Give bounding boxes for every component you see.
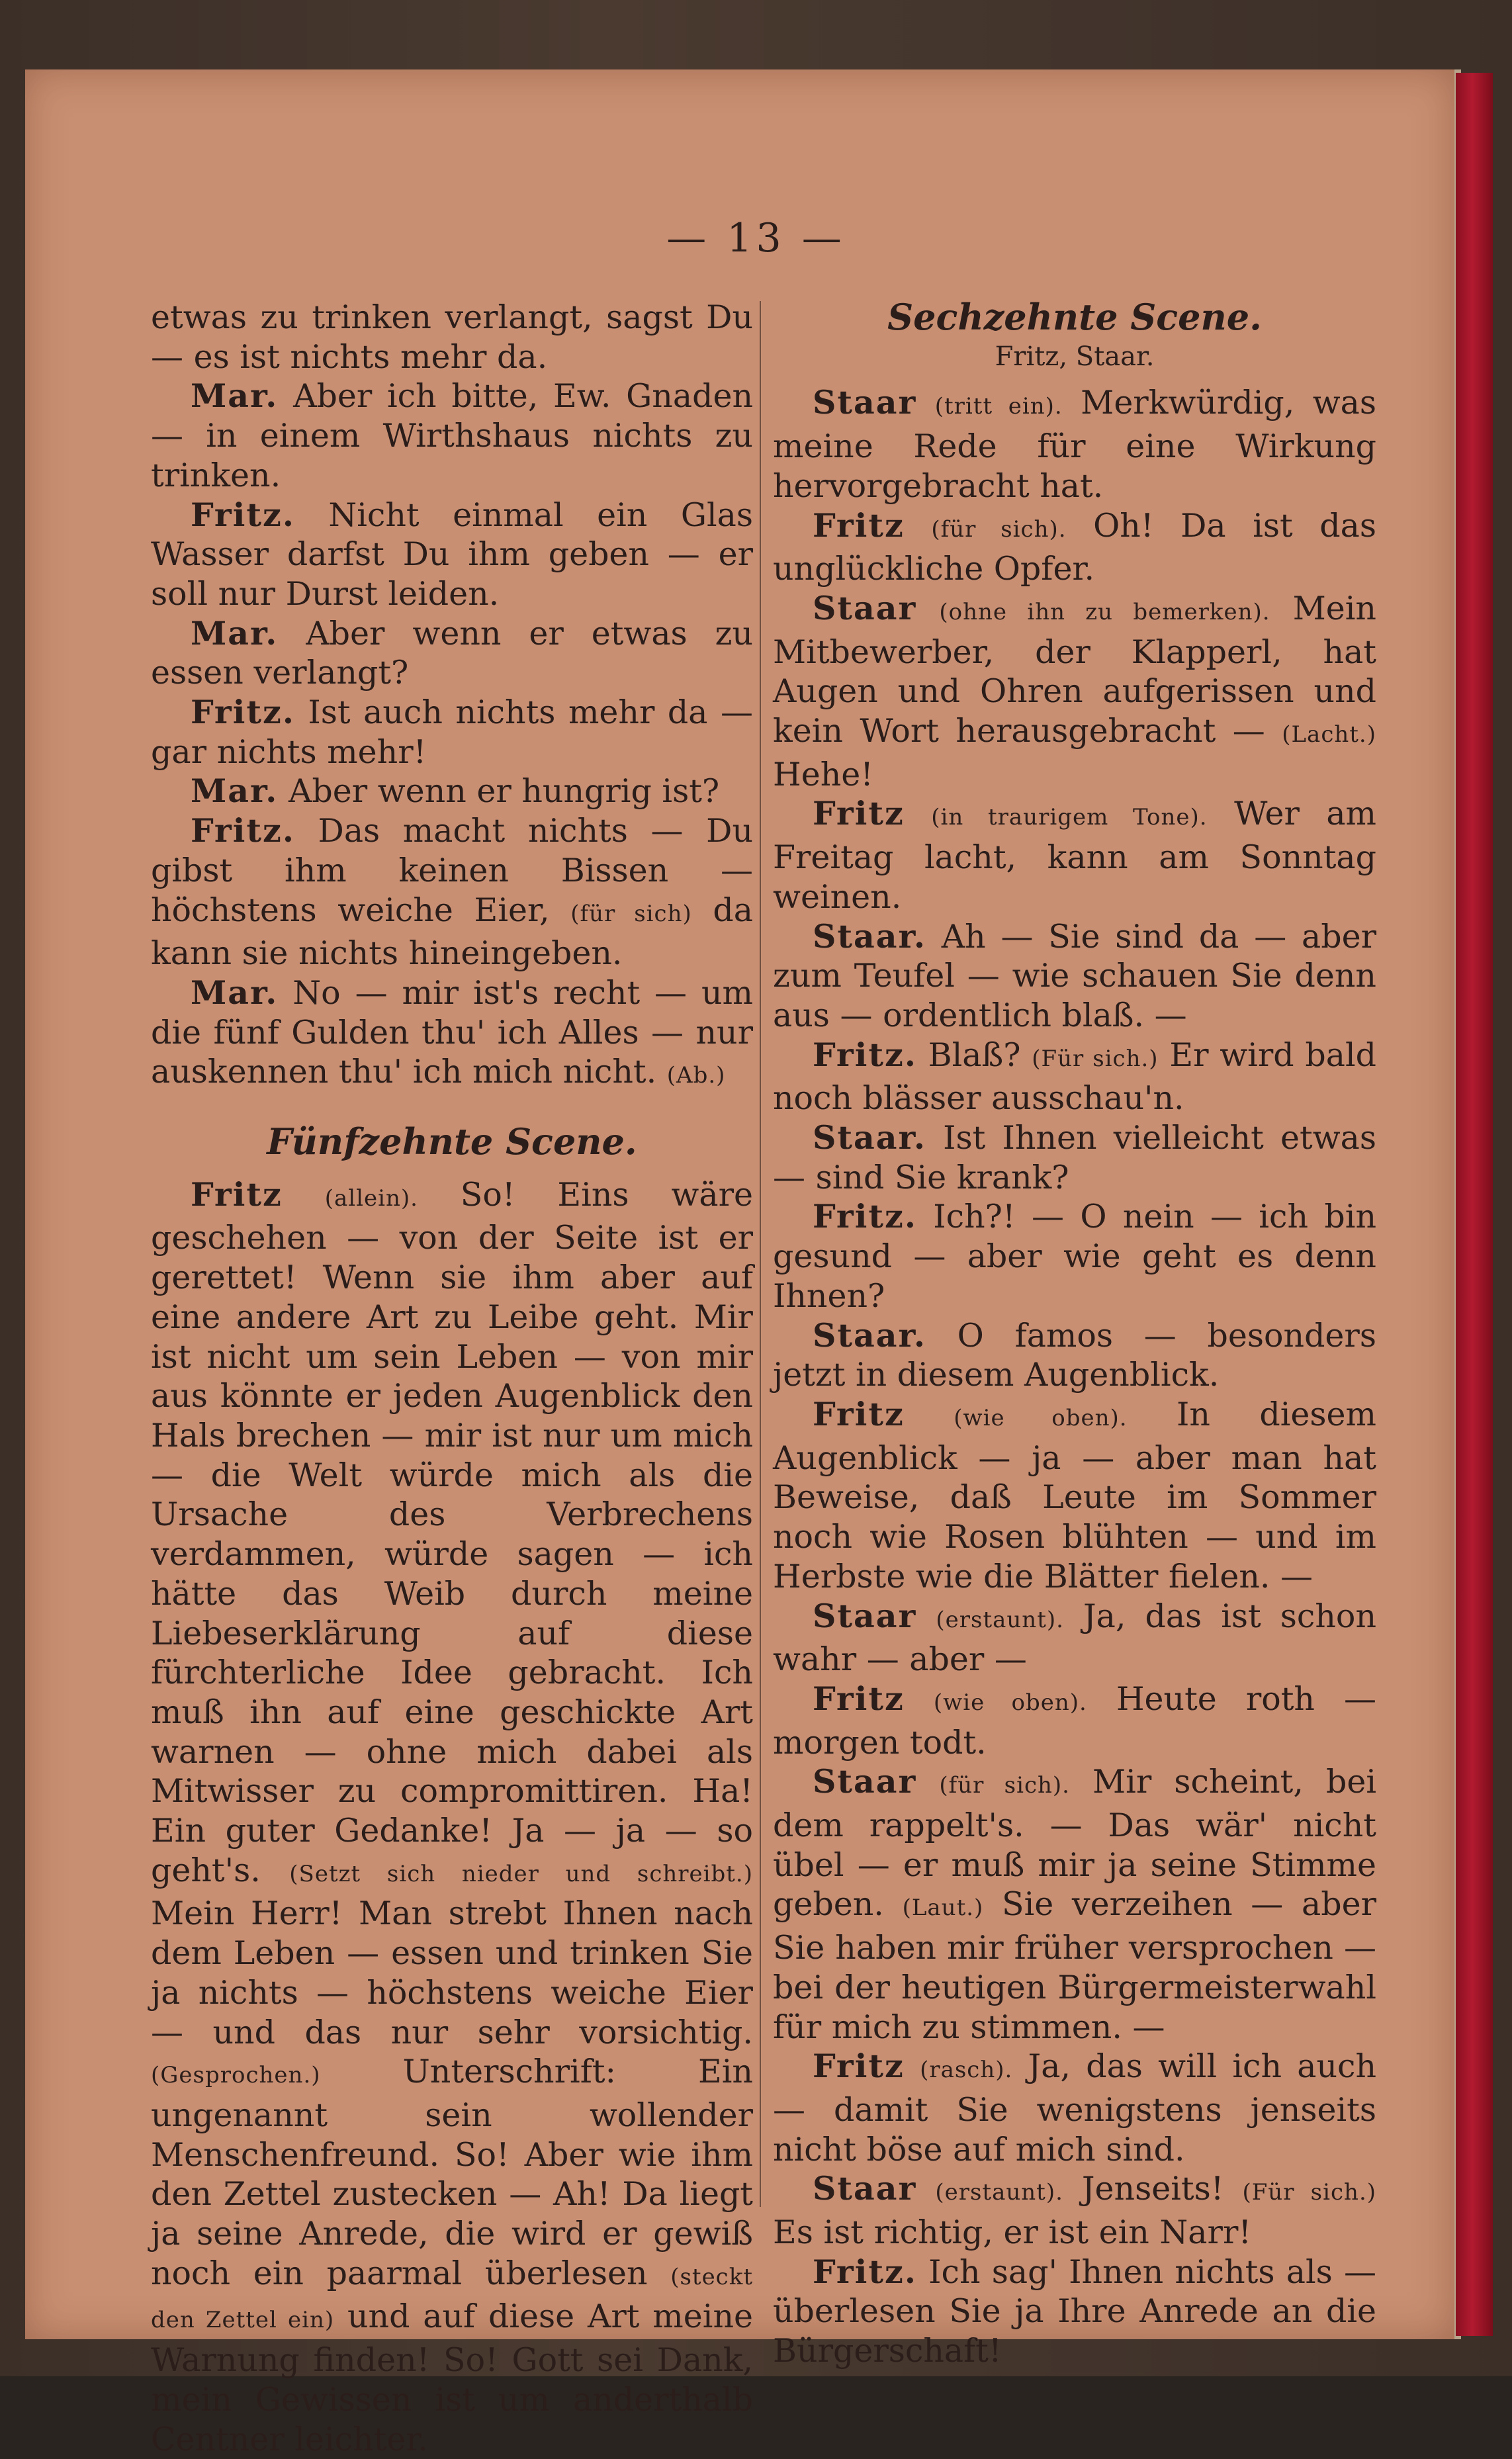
speaker-name: Fritz (813, 506, 905, 545)
dialogue-line: Fritz (wie oben). In diesem Augenblick — ja — aber man hat Beweise, daß Leute im Sommer noch wie Rosen blühten — und im Herbste wie die Blätter fielen. — (773, 1394, 1376, 1595)
dialogue-line: Mar. Aber ich bitte, Ew. Gnaden — in einem Wirthshaus nichts zu trinken. (151, 377, 754, 494)
stage-direction: (Ab.) (666, 1062, 726, 1089)
text-block: etwas zu trinken verlangt, sagst Du — es ist nichts mehr da. (151, 298, 753, 376)
speaker-name: Mar. (191, 377, 279, 416)
speaker-name: Fritz. (813, 1035, 917, 1074)
stage-direction: (erstaunt). (936, 1606, 1064, 1633)
stage-direction: (wie oben). (954, 1404, 1128, 1431)
speaker-name: Fritz. (813, 1197, 917, 1236)
stage-direction: (in traurigem Tone). (931, 804, 1208, 831)
dialogue-line: Fritz (rasch). Ja, das will ich auch — damit Sie wenigstens jenseits nicht böse auf mich sind. (773, 2047, 1377, 2168)
speaker-name: Staar (813, 588, 917, 627)
speaker-name: Mar. (191, 772, 279, 811)
column-divider (760, 301, 761, 2207)
left-column (151, 298, 753, 2459)
dialogue-line: Staar. O famos — besonders jetzt in diesem Augenblick. (773, 1316, 1376, 1394)
dialogue-line: Fritz. Das macht nichts — Du gibst ihm keinen Bissen — höchstens weiche Eier, (für sich) da kann sie nichts hineingeben. (151, 811, 754, 973)
dialogue-line: Staar (tritt ein). Merkwürdig, was meine Rede für eine Wirkung hervorgebracht hat. (773, 383, 1377, 505)
dialogue-line: Fritz (allein). So! Eins wäre geschehen — von der Seite ist er gerettet! Wenn sie ihm aber auf eine andere Art zu Leibe geht. Mir ist nicht um sein Leben — von mir aus könnte er jeden Augenblick den Hals brechen — mir ist nur um mich — die Welt würde mich als die Ursache des Verbrechens verdammen, würde sagen — ich hätte das Weib durch meine Liebeserklärung auf diese fürchterliche Idee gebracht. Ich muß ihn auf eine geschickte Art warnen — ohne mich dabei als Mitwisser zu compromittiren. Ha! Ein guter Gedanke! Ja — ja — so geht's. (Setzt sich nieder und schreibt.) Mein Herr! Man strebt Ihnen nach dem Leben — essen und trinken Sie ja nichts — höchstens weiche Eier — und das nur sehr vorsichtig. (Gesprochen.) Unterschrift: Ein ungenannt sein wollender Menschenfreund. So! Aber wie ihm den Zettel zustecken — Ah! Da liegt ja seine Anrede, die wird er gewiß noch ein paarmal überlesen (steckt den Zettel ein) und auf diese Art meine Warnung finden! So! Gott sei Dank, mein Gewissen ist um anderthalb Centner leichter. (151, 1175, 754, 2458)
speaker-name: Staar. (813, 1118, 926, 1157)
speaker-name: Fritz. (191, 495, 295, 534)
speaker-name: Mar. (191, 613, 279, 652)
stage-direction: (für sich). (939, 1772, 1070, 1799)
dialogue-line: Fritz. Ist auch nichts mehr da — gar nichts mehr! (151, 693, 754, 771)
stage-direction: (für sich). (931, 515, 1067, 543)
stage-direction: (Gesprochen.) (151, 2062, 321, 2089)
dialogue-line: Staar (erstaunt). Jenseits! (Für sich.) Es ist richtig, er ist ein Narr! (773, 2169, 1377, 2252)
stage-direction: (Setzt sich nieder und schreibt.) (289, 1860, 754, 1887)
stage-direction: (tritt ein). (934, 393, 1063, 420)
speaker-name: Staar (813, 1596, 917, 1635)
speaker-name: Staar (813, 383, 917, 422)
stage-direction: (Für sich.) (1242, 2179, 1377, 2206)
stage-direction: (erstaunt). (935, 2179, 1063, 2206)
speaker-name: Fritz. (813, 2252, 917, 2291)
dialogue-line: Mar. Aber wenn er etwas zu essen verlangt? (151, 613, 753, 692)
speaker-name: Staar. (813, 1316, 926, 1355)
scene-heading: Fünfzehnte Scene. (267, 1120, 637, 1163)
dialogue-line: Mar. No — mir ist's recht — um die fünf Gulden thu' ich Alles — nur auskennen thu' ich mich nicht. (Ab.) (151, 973, 753, 1091)
stage-direction: (Lacht.) (1282, 721, 1376, 748)
dialogue-line: Fritz (wie oben). Heute roth — morgen todt. (773, 1679, 1377, 1762)
page-number: — 13 — (666, 215, 846, 261)
speaker-name: Fritz (813, 1394, 905, 1433)
speaker-name: Fritz. (191, 811, 295, 850)
speaker-name: Staar (813, 1762, 917, 1801)
speaker-name: Fritz (813, 2047, 905, 2086)
dialogue-line: Staar (für sich). Mir scheint, bei dem rappelt's. — Das wär' nicht übel — er muß mir ja seine Stimme geben. (Laut.) Sie verzeihen — aber Sie haben mir früher versprochen — bei der heutigen Bürgermeisterwahl für mich zu stimmen. — (773, 1762, 1376, 2046)
stage-direction: (allein). (324, 1185, 418, 1212)
scene-persons: Fritz, Staar. (995, 341, 1155, 372)
stage-direction: (wie oben). (933, 1689, 1087, 1716)
dialogue-line: Fritz. Nicht einmal ein Glas Wasser darfst Du ihm geben — er soll nur Durst leiden. (151, 495, 754, 613)
dialogue-line: Staar. Ah — Sie sind da — aber zum Teufel — wie schauen Sie denn aus — ordentlich blaß. — (773, 917, 1376, 1034)
dialogue-line: Fritz. Blaß? (Für sich.) Er wird bald noch blässer ausschau'n. (773, 1035, 1376, 1118)
speaker-name: Fritz. (191, 693, 295, 732)
stage-direction: (Laut.) (902, 1895, 984, 1922)
page-edge-red (1456, 73, 1493, 2336)
right-column (773, 298, 1376, 2371)
scene-heading: Sechzehnte Scene. (887, 296, 1262, 338)
speaker-name: Fritz (813, 794, 905, 833)
speaker-name: Fritz (813, 1679, 905, 1718)
dialogue-line: Fritz (in traurigem Tone). Wer am Freitag lacht, kann am Sonntag weinen. (773, 794, 1376, 916)
speaker-name: Staar (813, 2169, 917, 2208)
stage-direction: (rasch). (920, 2057, 1013, 2084)
dialogue-line: Fritz (für sich). Oh! Da ist das unglückliche Opfer. (773, 506, 1376, 588)
dialogue-line: Fritz. Ich?! — O nein — ich bin gesund — aber wie geht es denn Ihnen? (773, 1197, 1377, 1315)
dialogue-line: Mar. Aber wenn er hungrig ist? (191, 772, 720, 811)
stage-direction: (für sich) (570, 900, 692, 927)
speaker-name: Fritz (191, 1175, 283, 1214)
stage-direction: (ohne ihn zu bemerken). (939, 598, 1270, 625)
speaker-name: Staar. (813, 917, 926, 956)
dialogue-line: Staar (ohne ihn zu bemerken). Mein Mitbewerber, der Klapperl, hat Augen und Ohren aufgerissen und kein Wort herausgebracht — (Lacht.) Hehe! (773, 588, 1376, 793)
dialogue-line: Staar (erstaunt). Ja, das ist schon wahr — aber — (773, 1596, 1376, 1679)
dialogue-line: Staar. Ist Ihnen vielleicht etwas — sind Sie krank? (773, 1118, 1377, 1196)
stage-direction: (Für sich.) (1032, 1045, 1159, 1072)
dialogue-line: Fritz. Ich sag' Ihnen nichts als — überlesen Sie ja Ihre Anrede an die Bürgerschaft! (773, 2252, 1377, 2370)
speaker-name: Mar. (191, 973, 279, 1012)
stage-direction: (steckt den Zettel ein) (151, 2263, 753, 2334)
